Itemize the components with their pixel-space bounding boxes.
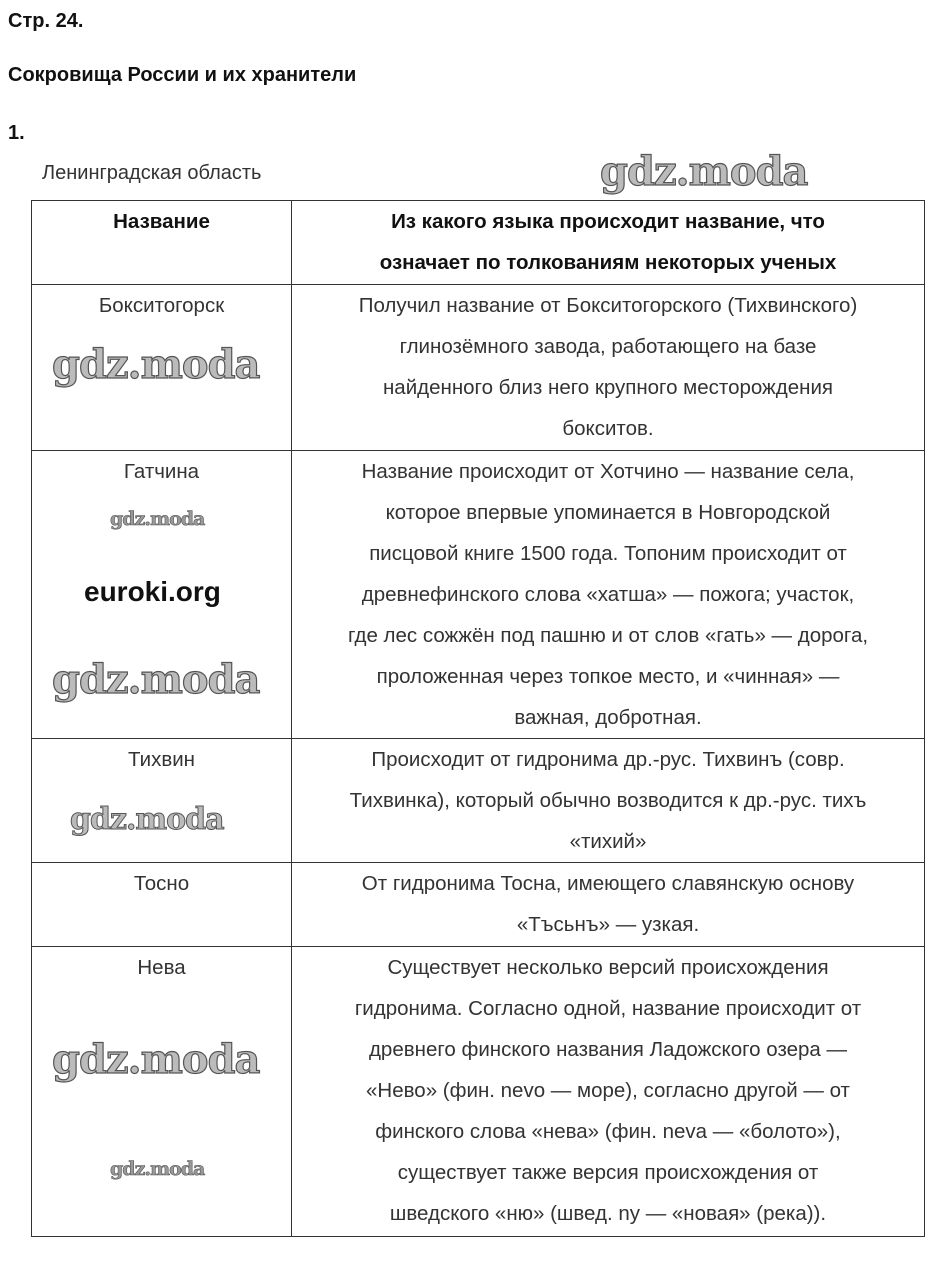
toponym: Нева	[137, 956, 186, 979]
origin-line: важная, добротная.	[514, 706, 702, 729]
origin-line: найденного близ него крупного месторождения	[382, 376, 834, 399]
origin-line: гидронима. Согласно одной, название происходит от	[354, 997, 862, 1020]
cell-origin	[292, 863, 925, 947]
origin-line: проложенная через топкое место, и «чинная» —	[376, 665, 840, 688]
origin-line: писцовой книге 1500 года. Топоним происходит от	[369, 542, 847, 565]
watermark-logo: gdz.moda	[52, 1036, 260, 1083]
header-name	[32, 201, 292, 285]
cell-name	[32, 739, 292, 863]
watermark-logo: gdz.moda	[600, 148, 808, 195]
origin-line: существует также версия происхождения от	[397, 1161, 819, 1184]
cell-name	[32, 863, 292, 947]
table-header-row	[32, 201, 925, 285]
origin-line: древнего финского названия Ладожского озера —	[368, 1038, 848, 1061]
watermark-logo: gdz.moda	[110, 508, 205, 530]
cell-origin	[292, 451, 925, 739]
toponym: Бокситогорск	[98, 294, 225, 317]
origin-line: «тихий»	[569, 830, 647, 853]
origin-line: древнефинского слова «хатша» — пожога; участок,	[361, 583, 855, 606]
origin-line: глинозёмного завода, работающего на базе	[399, 335, 817, 358]
header-text: Название	[113, 210, 210, 233]
origin-line: Происходит от гидронима др.-рус. Тихвинъ (совр.	[371, 748, 845, 771]
watermark-logo: gdz.moda	[52, 656, 260, 703]
toponym: Гатчина	[123, 460, 200, 483]
watermark-logo: gdz.moda	[70, 802, 224, 837]
origin-line: От гидронима Тосна, имеющего славянскую основу	[361, 872, 855, 895]
page-reference: Стр. 24.	[8, 10, 84, 32]
cell-name	[32, 947, 292, 1237]
origin-line: Получил название от Бокситогорского (Тихвинского)	[358, 294, 858, 317]
origin-line: финского слова «нева» (фин. neva — «болото»),	[375, 1120, 841, 1143]
origin-line: Название происходит от Хотчино — название села,	[361, 460, 855, 483]
origin-line: где лес сожжён под пашню и от слов «гать» — дорога,	[347, 624, 869, 647]
cell-origin	[292, 285, 925, 451]
table-row	[32, 863, 925, 947]
region-caption: Ленинградская область	[42, 162, 262, 184]
origin-line: бокситов.	[562, 417, 654, 440]
table-row	[32, 739, 925, 863]
header-origin	[292, 201, 925, 285]
watermark-logo: gdz.moda	[110, 1158, 205, 1180]
origin-line: Существует несколько версий происхождения	[387, 956, 829, 979]
origin-line: «Тъсьнъ» — узкая.	[516, 913, 700, 936]
origin-line: «Нево» (фин. nevo — море), согласно другой — от	[366, 1079, 850, 1102]
header-text: Из какого языка происходит название, что	[391, 210, 825, 233]
cell-origin	[292, 739, 925, 863]
task-number: 1.	[8, 122, 25, 144]
origin-line: Тихвинка), который обычно возводится к др.-рус. тихъ	[349, 789, 867, 812]
origin-line: которое впервые упоминается в Новгородской	[385, 501, 831, 524]
euroki-watermark: euroki.org	[84, 576, 221, 607]
table-row	[32, 947, 925, 1237]
cell-origin	[292, 947, 925, 1237]
watermark-logo: gdz.moda	[52, 341, 260, 388]
header-text: означает по толкованиям некоторых ученых	[379, 251, 837, 274]
origin-line: шведского «ню» (швед. ny — «новая» (река)).	[389, 1202, 827, 1225]
toponym: Тихвин	[128, 748, 195, 771]
section-title: Сокровища России и их хранители	[8, 64, 357, 86]
toponym: Тосно	[133, 872, 190, 895]
